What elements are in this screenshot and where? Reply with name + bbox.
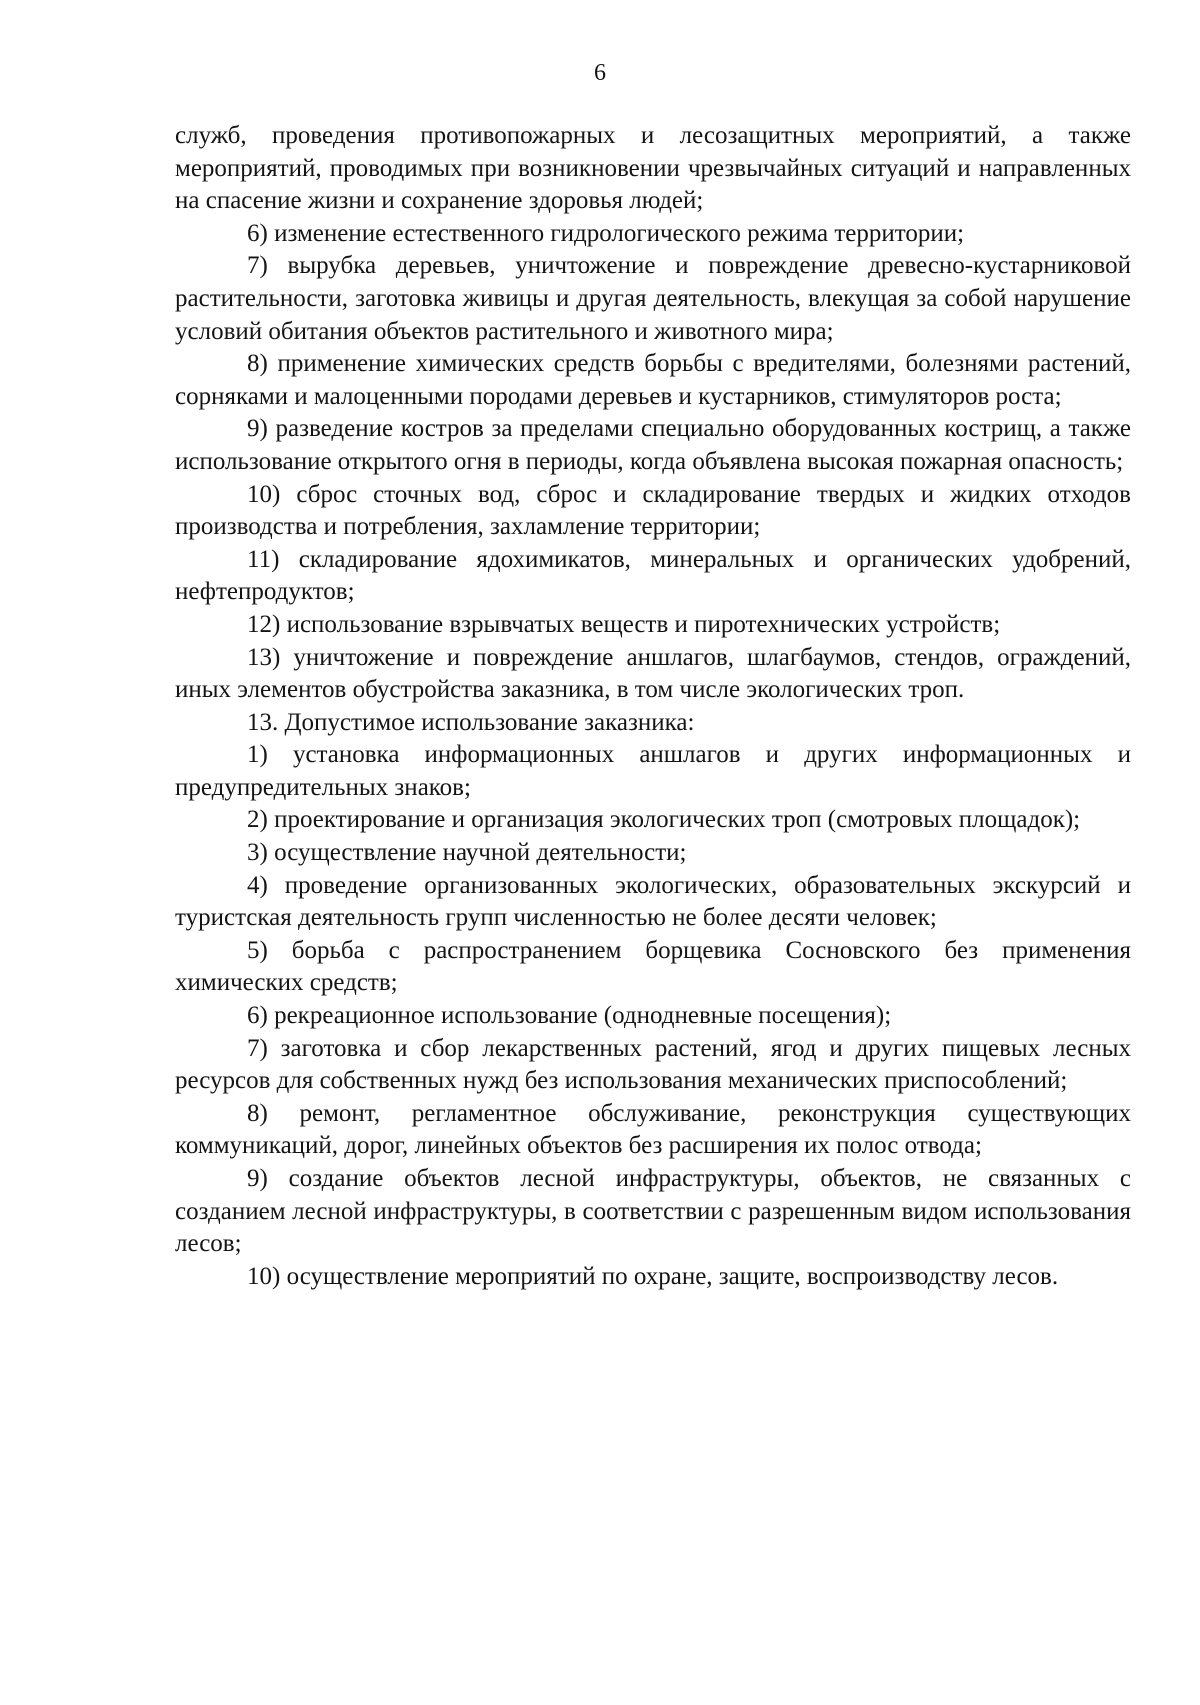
allowed-item-4: 4) проведение организованных экологических, образовательных экскурсий и туристская деятельность групп численностью не более десяти человек; — [175, 871, 1131, 932]
paragraph-item-13: 13) уничтожение и повреждение аншлагов, шлагбаумов, стендов, ограждений, иных элементов обустройства заказника, в том числе экологических троп. — [175, 643, 1131, 704]
allowed-item-9: 9) создание объектов лесной инфраструктуры, объектов, не связанных с созданием лесной инфраструктуры, в соответствии с разрешенным видом использования лесов; — [175, 1165, 1131, 1258]
allowed-item-2: 2) проектирование и организация экологических троп (смотровых площадок); — [247, 806, 1081, 834]
page-number: 6 — [594, 60, 606, 86]
paragraph-item-8: 8) применение химических средств борьбы с вредителями, болезнями растений, сорняками и малоценными породами деревьев и кустарников, стимуляторов роста; — [175, 350, 1131, 410]
allowed-item-8: 8) ремонт, регламентное обслуживание, реконструкция существующих коммуникаций, дорог, линейных объектов без расширения их полос отвода; — [175, 1099, 1131, 1160]
allowed-item-10: 10) осуществление мероприятий по охране, защите, воспроизводству лесов. — [247, 1262, 1059, 1290]
paragraph-item-6: 6) изменение естественного гидрологического режима территории; — [247, 219, 965, 247]
paragraph-item-11: 11) складирование ядохимикатов, минеральных и органических удобрений, нефтепродуктов; — [175, 545, 1131, 606]
allowed-item-7: 7) заготовка и сбор лекарственных растений, ягод и других пищевых лесных ресурсов для собственных нужд без использования механических приспособлений; — [175, 1034, 1131, 1095]
section-heading-13: 13. Допустимое использование заказника: — [247, 708, 695, 736]
paragraph-item-7: 7) вырубка деревьев, уничтожение и повреждение древесно-кустарниковой растительности, заготовка живицы и другая деятельность, влекущая за собой нарушение условий обитания объектов растительного и животного мира; — [175, 252, 1131, 345]
allowed-item-5: 5) борьба с распространением борщевика Сосновского без применения химических средств; — [175, 936, 1131, 997]
paragraph-continued: служб, проведения противопожарных и лесозащитных мероприятий, а также мероприятий, проводимых при возникновении чрезвычайных ситуаций и направленных на спасение жизни и сохранение здоровья людей; — [175, 122, 1131, 215]
paragraph-item-9: 9) разведение костров за пределами специально оборудованных кострищ, а также использование открытого огня в периоды, когда объявлена высокая пожарная опасность; — [175, 415, 1131, 475]
allowed-item-3: 3) осуществление научной деятельности; — [247, 839, 687, 867]
document-body — [175, 120, 1131, 1293]
paragraph-item-12: 12) использование взрывчатых веществ и пиротехнических устройств; — [247, 610, 1001, 638]
allowed-item-6: 6) рекреационное использование (однодневные посещения); — [247, 1002, 892, 1030]
allowed-item-1: 1) установка информационных аншлагов и других информационных и предупредительных знаков; — [175, 741, 1131, 801]
paragraph-item-10: 10) сброс сточных вод, сброс и складирование твердых и жидких отходов производства и потребления, захламление территории; — [175, 480, 1131, 541]
